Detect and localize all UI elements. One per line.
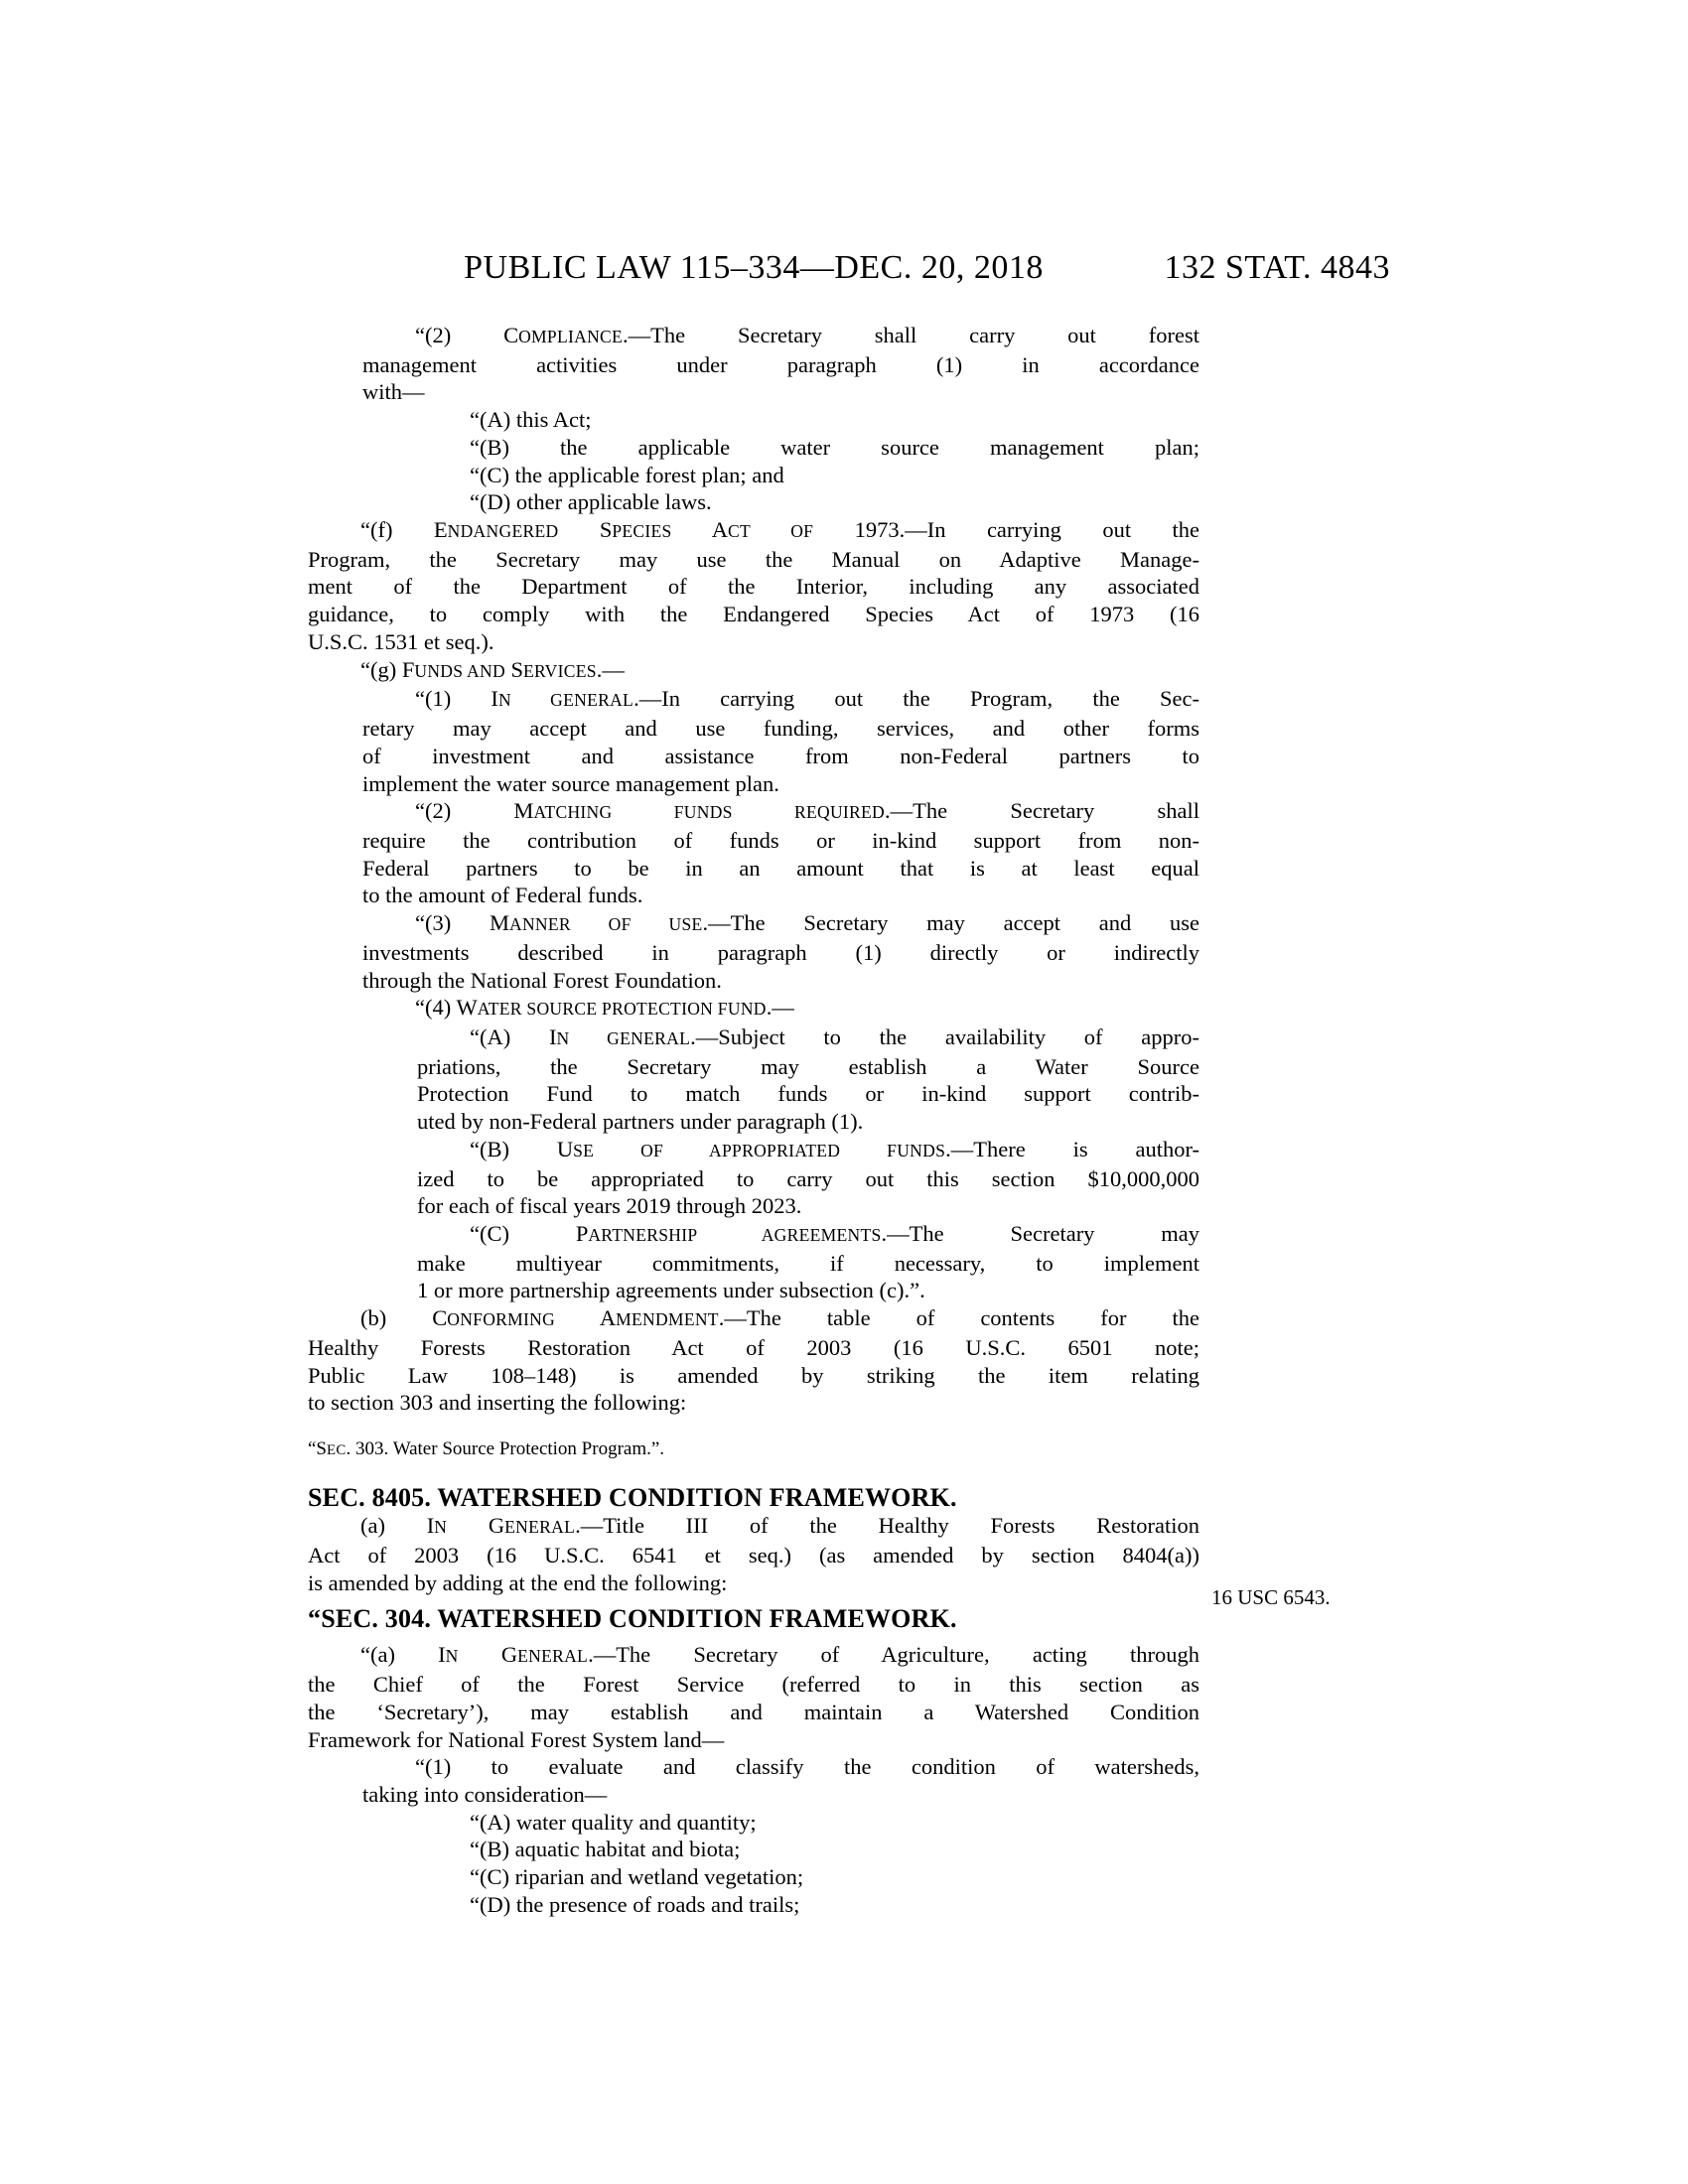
statute-text-line — [308, 1277, 1199, 1304]
text-run: “(A) water quality and quantity; — [470, 1809, 757, 1835]
small-caps-run: ANNER OF USE — [508, 914, 703, 935]
text-run: “(1) to evaluate and classify the condition of watersheds, — [415, 1754, 1199, 1780]
text-run: S — [558, 517, 613, 543]
text-run: .—The Secretary of Agriculture, acting through — [588, 1642, 1200, 1668]
statute-text-line — [308, 1108, 1199, 1136]
text-run: guidance, to comply with the Endangered Species Act of 1973 (16 — [308, 602, 1199, 627]
small-caps-run: EC — [327, 1442, 347, 1459]
statute-text-line — [308, 573, 1199, 601]
statute-text-line — [308, 1362, 1199, 1390]
text-run: “(D) the presence of roads and trails; — [470, 1891, 800, 1917]
small-caps-run: MENDMENT — [616, 1309, 719, 1330]
text-run: .—The Secretary may — [881, 1221, 1200, 1246]
text-run: “(2) C — [415, 323, 519, 347]
text-run: retary may accept and use funding, services, and other forms — [362, 716, 1199, 742]
text-run: “SEC. 304. WATERSHED CONDITION FRAMEWORK. — [308, 1603, 957, 1633]
text-run: “(B) U — [470, 1136, 574, 1161]
text-run: (b) C — [360, 1305, 448, 1331]
text-run: S — [504, 656, 524, 682]
statute-text-line — [308, 378, 1199, 406]
small-caps-run: N — [434, 1517, 448, 1538]
text-run: “(4) W — [415, 995, 478, 1021]
text-run: “(A) this Act; — [470, 407, 592, 433]
text-run: the Chief of the Forest Service (referred to in this section as — [308, 1672, 1199, 1698]
text-run: Healthy Forests Restoration Act of 2003 (16 U.S.C. 6501 note; — [308, 1334, 1199, 1360]
statute-text-line — [308, 715, 1199, 743]
small-caps-run: ATER SOURCE PROTECTION FUND — [477, 999, 767, 1020]
text-run: G — [458, 1642, 518, 1668]
text-run: SEC. 8405. WATERSHED CONDITION FRAMEWORK. — [308, 1482, 957, 1512]
text-run: “(D) other applicable laws. — [470, 489, 712, 515]
text-run: require the contribution of funds or in-kind support from non- — [362, 827, 1199, 853]
section-heading-304 — [308, 1605, 1199, 1633]
statute-text-line — [308, 351, 1199, 379]
section-heading-8405 — [308, 1484, 1199, 1512]
small-caps-run: PECIES — [612, 521, 672, 542]
text-run: management activities under paragraph (1) in accordance — [362, 351, 1199, 377]
text-run: “(f) E — [360, 517, 448, 543]
small-caps-run: ARTNERSHIP AGREEMENTS — [588, 1225, 882, 1245]
text-run: “(A) I — [470, 1024, 557, 1049]
small-caps-run: SE OF APPROPRIATED FUNDS — [573, 1140, 946, 1160]
statute-text-line — [308, 1334, 1199, 1362]
text-run: through the National Forest Foundation. — [362, 967, 722, 993]
statute-text-line — [308, 1781, 1199, 1809]
statute-text-line — [308, 488, 1199, 516]
text-run: “(a) I — [360, 1642, 446, 1668]
text-run: A — [671, 517, 729, 543]
statute-text-line — [308, 1891, 1199, 1919]
statute-text-line — [308, 1165, 1199, 1193]
statute-text-line — [308, 1753, 1199, 1781]
toc-entry — [308, 1435, 1199, 1465]
statute-text-line — [308, 909, 1199, 939]
small-caps-run: N — [445, 1646, 459, 1667]
statute-text-line — [308, 1250, 1199, 1278]
text-run: .—The table of contents for the — [718, 1305, 1199, 1331]
text-run: taking into consideration— — [362, 1781, 608, 1807]
margin-note-usc-citation: 16 USC 6543. — [1211, 1585, 1331, 1609]
statute-text-line — [308, 743, 1199, 770]
text-run: “(B) aquatic habitat and biota; — [470, 1837, 741, 1862]
text-run: to the amount of Federal funds. — [362, 883, 643, 908]
statute-text-line — [308, 516, 1199, 546]
statute-text-line — [308, 797, 1199, 827]
running-head-law-number: PUBLIC LAW 115–334—DEC. 20, 2018 — [464, 249, 1044, 286]
statute-text-line — [308, 1570, 1199, 1597]
statute-text-line — [308, 827, 1199, 855]
statute-text-line — [308, 656, 1199, 686]
text-run: Public Law 108–148) is amended by striking the item relating — [308, 1362, 1199, 1388]
small-caps-run: CT OF — [728, 521, 814, 542]
statute-text-line — [308, 601, 1199, 628]
statute-text-line — [308, 434, 1199, 462]
text-run: .—The Secretary may accept and use — [702, 910, 1200, 936]
text-run: “(3) M — [415, 910, 509, 936]
small-caps-run: UNDS AND — [414, 660, 505, 681]
statute-text-line — [308, 322, 1199, 351]
text-run: . 303. Water Source Protection Program.”. — [346, 1438, 665, 1460]
small-caps-run: ENERAL — [504, 1517, 576, 1538]
statute-text-line — [308, 1136, 1199, 1165]
small-caps-run: ATCHING FUNDS REQUIRED — [533, 802, 886, 823]
small-caps-run: ERVICES — [523, 660, 597, 681]
statute-text-line — [308, 1389, 1199, 1417]
small-caps-run: N GENERAL — [497, 690, 634, 711]
statute-text-line — [308, 1192, 1199, 1220]
statute-text-line — [308, 1671, 1199, 1699]
statute-text-line — [308, 855, 1199, 883]
text-run: ment of the Department of the Interior, including any associated — [308, 574, 1199, 600]
text-run: “(2) M — [415, 798, 534, 824]
statute-text-line — [308, 1641, 1199, 1671]
text-run: .—In carrying out the Program, the Sec- — [633, 686, 1200, 712]
statute-text-line — [308, 685, 1199, 715]
text-run: 1973.—In carrying out the — [813, 517, 1199, 543]
text-run: Protection Fund to match funds or in-kind support contrib- — [417, 1081, 1199, 1107]
text-run: ized to be appropriated to carry out this section $10,000,000 — [417, 1165, 1199, 1191]
text-run: priations, the Secretary may establish a Water Source — [417, 1053, 1199, 1079]
small-caps-run: NDANGERED — [447, 521, 559, 542]
statute-text-line — [308, 1220, 1199, 1250]
text-run: “(1) I — [415, 686, 498, 712]
text-run: .— — [766, 995, 794, 1021]
text-run: “(C) riparian and wetland vegetation; — [470, 1864, 804, 1890]
text-run: to section 303 and inserting the following: — [308, 1390, 687, 1416]
text-run: .—Title III of the Healthy Forests Restoration — [575, 1513, 1199, 1539]
text-run: is amended by adding at the end the following: — [308, 1570, 728, 1595]
statute-text-line — [308, 882, 1199, 909]
text-run: .—There is author- — [945, 1136, 1199, 1161]
statute-text-line — [308, 546, 1199, 574]
text-run: “S — [308, 1438, 327, 1460]
text-run: make multiyear commitments, if necessary, to implement — [417, 1250, 1199, 1276]
small-caps-run: N GENERAL — [556, 1027, 691, 1048]
statute-text-line — [308, 406, 1199, 434]
statute-text-line — [308, 1699, 1199, 1726]
text-run: for each of fiscal years 2019 through 2023. — [417, 1193, 802, 1219]
statute-text-line — [308, 1836, 1199, 1863]
text-run: the ‘Secretary’), may establish and maintain a Watershed Condition — [308, 1699, 1199, 1724]
text-run: with— — [362, 379, 425, 405]
statute-text-line — [308, 1304, 1199, 1334]
text-run: (a) I — [360, 1513, 435, 1539]
statute-text-line — [308, 939, 1199, 967]
text-run: “(C) P — [470, 1221, 589, 1246]
text-run: uted by non-Federal partners under paragraph (1). — [417, 1109, 864, 1135]
statute-text-line — [308, 994, 1199, 1024]
statute-text-line — [308, 462, 1199, 489]
small-caps-run: ONFORMING — [447, 1309, 556, 1330]
text-run: .— — [596, 656, 625, 682]
text-run: .—The Secretary shall carry out forest — [623, 323, 1199, 347]
text-run: investments described in paragraph (1) directly or indirectly — [362, 939, 1199, 965]
statute-text-line — [308, 1024, 1199, 1053]
text-run: Framework for National Forest System land— — [308, 1726, 725, 1752]
statute-text-line — [308, 628, 1199, 656]
text-run: 1 or more partnership agreements under subsection (c).”. — [417, 1278, 925, 1303]
text-run: “(g) F — [360, 656, 415, 682]
text-run: implement the water source management plan. — [362, 770, 779, 796]
small-caps-run: OMPLIANCE — [518, 327, 624, 346]
statute-text-column — [308, 322, 1199, 1919]
text-run: “(C) the applicable forest plan; and — [470, 462, 784, 487]
running-head-stat-page: 132 STAT. 4843 — [1164, 249, 1390, 286]
text-run: U.S.C. 1531 et seq.). — [308, 628, 494, 654]
text-run: of investment and assistance from non-Federal partners to — [362, 743, 1199, 768]
text-run: “(B) the applicable water source management plan; — [470, 434, 1199, 460]
statute-text-line — [308, 1726, 1199, 1754]
statute-text-line — [308, 967, 1199, 995]
statute-text-line — [308, 1053, 1199, 1081]
text-run: G — [447, 1513, 505, 1539]
statute-text-line — [308, 1512, 1199, 1542]
statute-text-line — [308, 1080, 1199, 1108]
small-caps-run: ENERAL — [517, 1646, 589, 1667]
statute-text-line — [308, 770, 1199, 798]
statute-text-line — [308, 1863, 1199, 1891]
text-run: A — [555, 1305, 617, 1331]
text-run: .—The Secretary shall — [885, 798, 1199, 824]
statute-text-line — [308, 1542, 1199, 1570]
statute-text-line — [308, 1809, 1199, 1837]
text-run: Program, the Secretary may use the Manual on Adaptive Manage- — [308, 546, 1199, 572]
text-run: .—Subject to the availability of appro- — [690, 1024, 1199, 1049]
text-run: Act of 2003 (16 U.S.C. 6541 et seq.) (as amended by section 8404(a)) — [308, 1543, 1199, 1569]
text-run: Federal partners to be in an amount that is at least equal — [362, 855, 1199, 881]
